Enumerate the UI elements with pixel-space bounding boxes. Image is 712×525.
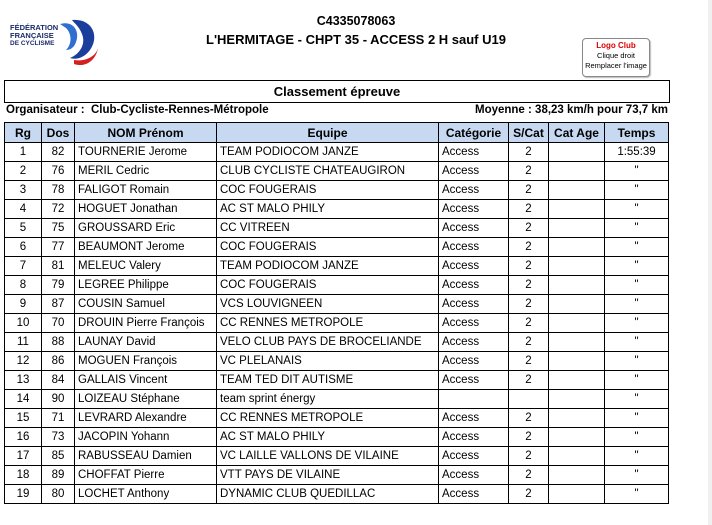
cell-dos: 87 — [42, 295, 75, 314]
cell-dos: 77 — [42, 238, 75, 257]
cell-dos: 80 — [42, 485, 75, 504]
cell-rg: 15 — [5, 409, 42, 428]
cell-cat: Access — [439, 219, 509, 238]
cell-temps: " — [605, 485, 669, 504]
cell-nom: COUSIN Samuel — [75, 295, 217, 314]
cell-rg: 5 — [5, 219, 42, 238]
moyenne: Moyenne : 38,23 km/h pour 73,7 km — [474, 104, 668, 116]
cell-scat: 2 — [509, 200, 549, 219]
cell-cat: Access — [439, 447, 509, 466]
cell-equipe: CC RENNES METROPOLE — [217, 314, 439, 333]
cell-dos: 89 — [42, 466, 75, 485]
cell-temps: " — [605, 466, 669, 485]
cell-rg: 2 — [5, 162, 42, 181]
cell-age — [549, 333, 605, 352]
cell-age — [549, 219, 605, 238]
cell-rg: 13 — [5, 371, 42, 390]
cell-dos: 75 — [42, 219, 75, 238]
cell-cat: Access — [439, 200, 509, 219]
cell-scat: 2 — [509, 181, 549, 200]
table-row — [5, 295, 669, 314]
logo-line-2: FRANÇAISE — [10, 31, 54, 40]
logo-line-1: FÉDÉRATION — [10, 23, 59, 32]
cell-temps: " — [605, 295, 669, 314]
cell-equipe: team sprint énergy — [217, 390, 439, 409]
cell-scat: 2 — [509, 238, 549, 257]
cell-rg: 9 — [5, 295, 42, 314]
cell-age — [549, 143, 605, 162]
cell-dos: 85 — [42, 447, 75, 466]
cell-scat: 2 — [509, 371, 549, 390]
cell-age — [549, 352, 605, 371]
cell-cat: Access — [439, 181, 509, 200]
col-rg: Rg — [5, 123, 42, 143]
table-row — [5, 219, 669, 238]
table-row — [5, 466, 669, 485]
cell-dos: 72 — [42, 200, 75, 219]
table-row — [5, 485, 669, 504]
cell-dos: 81 — [42, 257, 75, 276]
cell-equipe: COC FOUGERAIS — [217, 181, 439, 200]
cell-dos: 79 — [42, 276, 75, 295]
cell-temps: 1:55:39 — [605, 143, 669, 162]
cell-cat: Access — [439, 333, 509, 352]
cell-temps: " — [605, 314, 669, 333]
cell-temps: " — [605, 428, 669, 447]
cell-equipe: TEAM PODIOCOM JANZE — [217, 143, 439, 162]
cell-age — [549, 485, 605, 504]
cell-dos: 76 — [42, 162, 75, 181]
cell-equipe: VELO CLUB PAYS DE BROCELIANDE — [217, 333, 439, 352]
cell-dos: 90 — [42, 390, 75, 409]
cell-temps: " — [605, 333, 669, 352]
cell-rg: 10 — [5, 314, 42, 333]
cell-age — [549, 428, 605, 447]
cell-age — [549, 238, 605, 257]
cell-nom: LEGREE Philippe — [75, 276, 217, 295]
cell-rg: 16 — [5, 428, 42, 447]
cell-temps: " — [605, 352, 669, 371]
race-title: L'HERMITAGE - CHPT 35 - ACCESS 2 H sauf U19 — [206, 32, 506, 47]
cell-temps: " — [605, 447, 669, 466]
cell-scat: 2 — [509, 447, 549, 466]
cell-equipe: CLUB CYCLISTE CHATEAUGIRON — [217, 162, 439, 181]
cell-nom: GALLAIS Vincent — [75, 371, 217, 390]
table-row — [5, 200, 669, 219]
cell-equipe: VCS LOUVIGNEEN — [217, 295, 439, 314]
table-row — [5, 428, 669, 447]
cell-rg: 11 — [5, 333, 42, 352]
cell-equipe: TEAM PODIOCOM JANZE — [217, 257, 439, 276]
cell-nom: FALIGOT Romain — [75, 181, 217, 200]
cell-temps: " — [605, 276, 669, 295]
cell-cat: Access — [439, 257, 509, 276]
cell-nom: JACOPIN Yohann — [75, 428, 217, 447]
cell-dos: 86 — [42, 352, 75, 371]
col-cat-age: Cat Age — [549, 123, 605, 143]
cell-cat: Access — [439, 428, 509, 447]
cell-temps: " — [605, 238, 669, 257]
logo-club-line-2: Remplacer l'image — [585, 61, 647, 70]
cell-age — [549, 276, 605, 295]
cell-cat: Access — [439, 276, 509, 295]
cell-age — [549, 257, 605, 276]
cell-cat: Access — [439, 162, 509, 181]
cell-rg: 19 — [5, 485, 42, 504]
cell-equipe: VC LAILLE VALLONS DE VILAINE — [217, 447, 439, 466]
table-row — [5, 162, 669, 181]
cell-equipe: VTT PAYS DE VILAINE — [217, 466, 439, 485]
table-row — [5, 447, 669, 466]
cell-scat: 2 — [509, 162, 549, 181]
cell-nom: GROUSSARD Eric — [75, 219, 217, 238]
cell-nom: RABUSSEAU Damien — [75, 447, 217, 466]
cell-cat: Access — [439, 238, 509, 257]
cell-nom: LEVRARD Alexandre — [75, 409, 217, 428]
col-temps: Temps — [605, 123, 669, 143]
table-row — [5, 257, 669, 276]
organisateur-label: Organisateur : — [6, 104, 85, 116]
cell-rg: 14 — [5, 390, 42, 409]
cell-cat: Access — [439, 352, 509, 371]
results-table — [4, 122, 669, 504]
cell-scat: 2 — [509, 428, 549, 447]
table-row — [5, 314, 669, 333]
page-edge — [708, 0, 712, 525]
cell-cat: Access — [439, 371, 509, 390]
cell-temps: " — [605, 390, 669, 409]
table-row — [5, 143, 669, 162]
cell-age — [549, 409, 605, 428]
cell-age — [549, 295, 605, 314]
cell-equipe: CC VITREEN — [217, 219, 439, 238]
cell-equipe: AC ST MALO PHILY — [217, 200, 439, 219]
table-row — [5, 390, 669, 409]
col-nom: NOM Prénom — [75, 123, 217, 143]
cell-equipe: COC FOUGERAIS — [217, 238, 439, 257]
cell-scat: 2 — [509, 409, 549, 428]
cell-equipe: DYNAMIC CLUB QUEDILLAC — [217, 485, 439, 504]
cell-age — [549, 371, 605, 390]
cell-temps: " — [605, 200, 669, 219]
cell-cat: Access — [439, 314, 509, 333]
cell-equipe: TEAM TED DIT AUTISME — [217, 371, 439, 390]
cell-age — [549, 181, 605, 200]
cell-dos: 71 — [42, 409, 75, 428]
cell-equipe: AC ST MALO PHILY — [217, 428, 439, 447]
logo-club-placeholder[interactable] — [582, 38, 650, 77]
cell-scat: 2 — [509, 485, 549, 504]
cell-scat — [509, 390, 549, 409]
cell-cat: Access — [439, 143, 509, 162]
cell-rg: 8 — [5, 276, 42, 295]
cell-age — [549, 447, 605, 466]
organisateur-value: Club-Cycliste-Rennes-Métropole — [91, 104, 269, 116]
cell-age — [549, 200, 605, 219]
cell-age — [549, 314, 605, 333]
cell-cat: Access — [439, 295, 509, 314]
cell-nom: MELEUC Valery — [75, 257, 217, 276]
cell-scat: 2 — [509, 219, 549, 238]
table-row — [5, 371, 669, 390]
cell-nom: DROUIN Pierre François — [75, 314, 217, 333]
logo-club-line-1: Clique droit — [597, 51, 635, 60]
table-row — [5, 276, 669, 295]
cell-cat — [439, 390, 509, 409]
cell-scat: 2 — [509, 352, 549, 371]
cell-nom: LOIZEAU Stéphane — [75, 390, 217, 409]
cell-nom: TOURNERIE Jerome — [75, 143, 217, 162]
table-row — [5, 238, 669, 257]
cell-nom: MERIL Cedric — [75, 162, 217, 181]
cell-temps: " — [605, 257, 669, 276]
cell-scat: 2 — [509, 143, 549, 162]
cell-dos: 78 — [42, 181, 75, 200]
table-header — [5, 123, 669, 143]
cell-scat: 2 — [509, 295, 549, 314]
logo-line-3: DE CYCLISME — [10, 40, 55, 47]
cell-cat: Access — [439, 466, 509, 485]
logo-club-title: Logo Club — [596, 41, 636, 50]
cell-temps: " — [605, 409, 669, 428]
cell-cat: Access — [439, 409, 509, 428]
cell-temps: " — [605, 219, 669, 238]
cell-rg: 17 — [5, 447, 42, 466]
cell-equipe: CC RENNES METROPOLE — [217, 409, 439, 428]
cell-scat: 2 — [509, 333, 549, 352]
race-code: C4335078063 — [316, 14, 396, 28]
cell-temps: " — [605, 181, 669, 200]
cell-rg: 7 — [5, 257, 42, 276]
col-scat: S/Cat — [509, 123, 549, 143]
cell-scat: 2 — [509, 466, 549, 485]
cell-rg: 4 — [5, 200, 42, 219]
cell-dos: 84 — [42, 371, 75, 390]
cell-equipe: VC PLELANAIS — [217, 352, 439, 371]
cell-dos: 73 — [42, 428, 75, 447]
col-dos: Dos — [42, 123, 75, 143]
cell-dos: 88 — [42, 333, 75, 352]
cell-temps: " — [605, 371, 669, 390]
cell-nom: LAUNAY David — [75, 333, 217, 352]
cell-rg: 1 — [5, 143, 42, 162]
cell-equipe: COC FOUGERAIS — [217, 276, 439, 295]
cell-rg: 18 — [5, 466, 42, 485]
cell-age — [549, 466, 605, 485]
cell-dos: 82 — [42, 143, 75, 162]
cell-scat: 2 — [509, 314, 549, 333]
col-equipe: Equipe — [217, 123, 439, 143]
cell-scat: 2 — [509, 276, 549, 295]
table-row — [5, 352, 669, 371]
cell-nom: MOGUEN François — [75, 352, 217, 371]
col-categorie: Catégorie — [439, 123, 509, 143]
table-row — [5, 409, 669, 428]
cell-rg: 12 — [5, 352, 42, 371]
cell-temps: " — [605, 162, 669, 181]
cell-age — [549, 390, 605, 409]
table-row — [5, 181, 669, 200]
cell-rg: 3 — [5, 181, 42, 200]
cell-scat: 2 — [509, 257, 549, 276]
cell-nom: LOCHET Anthony — [75, 485, 217, 504]
cell-dos: 70 — [42, 314, 75, 333]
cell-nom: CHOFFAT Pierre — [75, 466, 217, 485]
cell-nom: HOGUET Jonathan — [75, 200, 217, 219]
cell-nom: BEAUMONT Jerome — [75, 238, 217, 257]
organisateur — [6, 104, 269, 116]
cell-age — [549, 162, 605, 181]
cell-rg: 6 — [5, 238, 42, 257]
table-row — [5, 333, 669, 352]
cell-cat: Access — [439, 485, 509, 504]
classement-title: Classement épreuve — [4, 80, 670, 103]
